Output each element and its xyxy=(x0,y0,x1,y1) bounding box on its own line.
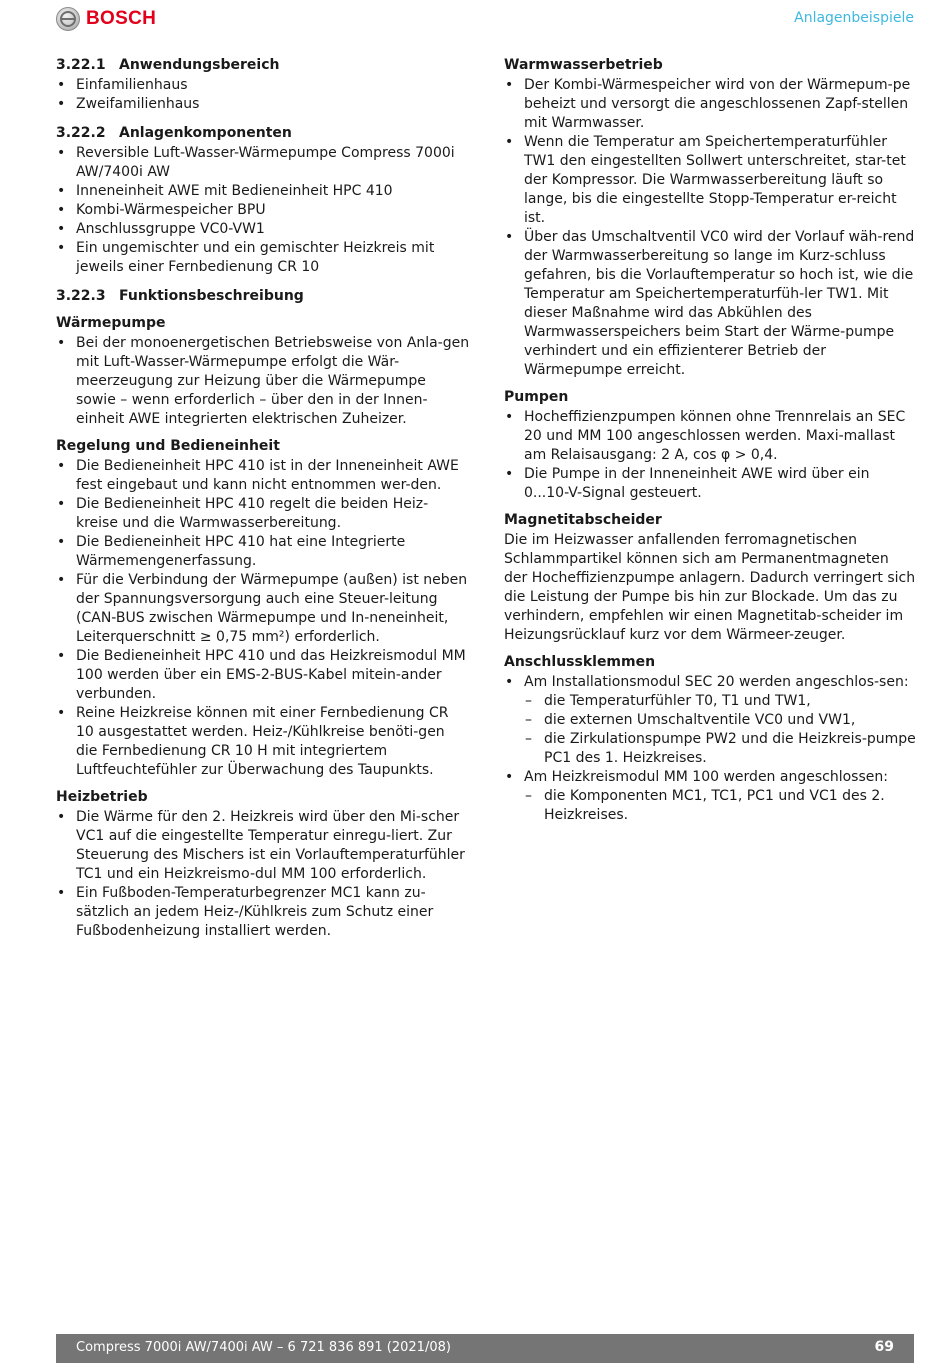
heading-heizbetrieb: Heizbetrieb xyxy=(56,789,148,805)
list-anwendungsbereich xyxy=(56,76,470,114)
heading-anschlussklemmen: Anschlussklemmen xyxy=(504,654,656,670)
right-column xyxy=(504,56,916,825)
page-footer xyxy=(56,1334,914,1363)
list-item: • Ein Fußboden-Temperaturbegrenzer MC1 kann zu-sätzlich an jedem Heiz-/Kühlkreis zum Schutz einer Fußbodenheizung installiert werden. xyxy=(56,884,470,941)
list-item: • Am Installationsmodul SEC 20 werden angeschlos-sen: – die Temperaturfühler T0, T1 und TW1, – die externen Umschaltventile VC0 und VW1, – die Zirkulationspumpe PW2 und die Heizkreis-pumpe PC1 des 1. Heizkreises. xyxy=(504,673,916,768)
brand-name: BOSCH xyxy=(86,8,157,29)
sublist-item: – die externen Umschaltventile VC0 und VW1, xyxy=(524,711,916,730)
list-item: • Der Kombi-Wärmespeicher wird von der Wärmepum-pe beheizt und versorgt die angeschlossenen Zapf-stellen mit Warmwasser. xyxy=(504,76,916,133)
sublist-item: – die Temperaturfühler T0, T1 und TW1, xyxy=(524,692,916,711)
list-regelung xyxy=(56,457,470,780)
list-item: • Die Bedieneinheit HPC 410 regelt die beiden Heiz-kreise und die Warmwasserbereitung. xyxy=(56,495,470,533)
heading-funktionsbeschreibung: 3.22.3 Funktionsbeschreibung xyxy=(56,288,304,304)
list-item: • Einfamilienhaus xyxy=(56,76,470,95)
list-item: • Bei der monoenergetischen Betriebsweise von Anla-gen mit Luft-Wasser-Wärmepumpe erfolgt die Wär-meerzeugung zur Heizung über die Wärmepumpe sowie – wenn erforderlich – über den in der Innen-einheit AWE integrierten elektrischen Zuheizer. xyxy=(56,334,470,429)
heading-pumpen: Pumpen xyxy=(504,389,569,405)
page-number: 69 xyxy=(874,1339,894,1355)
left-column xyxy=(56,56,470,941)
sublist-mm100 xyxy=(524,787,916,825)
list-item: • Für die Verbindung der Wärmepumpe (außen) ist neben der Spannungsversorgung auch eine Steuer-leitung (CAN-BUS zwischen Wärmepumpe und In-neneinheit, Leiterquerschnitt ≥ 0,75 mm²) erforderlich. xyxy=(56,571,470,647)
list-item: • Anschlussgruppe VC0-VW1 xyxy=(56,220,470,239)
list-item: • Die Wärme für den 2. Heizkreis wird über den Mi-scher VC1 auf die eingestellte Temperatur einregu-liert. Zur Steuerung des Mischers ist ein Vorlauftemperaturfühler TC1 und ein Heizkreismo-dul MM 100 erforderlich. xyxy=(56,808,470,884)
footer-document-info: Compress 7000i AW/7400i AW – 6 721 836 891 (2021/08) xyxy=(76,1340,451,1355)
heading-anwendungsbereich: 3.22.1 Anwendungsbereich xyxy=(56,57,280,73)
list-item: • Die Bedieneinheit HPC 410 ist in der Inneneinheit AWE fest eingebaut und kann nicht entnommen wer-den. xyxy=(56,457,470,495)
sublist-item: – die Zirkulationspumpe PW2 und die Heizkreis-pumpe PC1 des 1. Heizkreises. xyxy=(524,730,916,768)
list-item: • Am Heizkreismodul MM 100 werden angeschlossen: – die Komponenten MC1, TC1, PC1 und VC1 des 2. Heizkreises. xyxy=(504,768,916,825)
bosch-armature-icon xyxy=(56,7,80,31)
heading-magnetitabscheider: Magnetitabscheider xyxy=(504,512,662,528)
section-title: Anlagenbeispiele xyxy=(794,10,914,26)
list-item: • Die Pumpe in der Inneneinheit AWE wird über ein 0...10-V-Signal gesteuert. xyxy=(504,465,916,503)
heading-anlagenkomponenten: 3.22.2 Anlagenkomponenten xyxy=(56,125,292,141)
list-anschlussklemmen xyxy=(504,673,916,825)
page-header xyxy=(0,0,950,40)
list-item: • Ein ungemischter und ein gemischter Heizkreis mit jeweils einer Fernbedienung CR 10 xyxy=(56,239,470,277)
list-item: • Die Bedieneinheit HPC 410 und das Heizkreismodul MM 100 werden über ein EMS-2-BUS-Kabel mitein-ander verbunden. xyxy=(56,647,470,704)
list-waermepumpe xyxy=(56,334,470,429)
paragraph-magnetitabscheider: Die im Heizwasser anfallenden ferromagnetischen Schlammpartikel können sich am Permanentmagneten der Hocheffizienzpumpe anlagern. Dadurch verringert sich die Leistung der Pumpe bis hin zur Blockade. Um das zu verhindern, empfehlen wir einen Magnetitab-scheider im Heizungsrücklauf kurz vor dem Wärmeer-zeuger. xyxy=(504,532,916,643)
list-heizbetrieb xyxy=(56,808,470,941)
list-item: • Inneneinheit AWE mit Bedieneinheit HPC 410 xyxy=(56,182,470,201)
list-pumpen xyxy=(504,408,916,503)
list-item: • Zweifamilienhaus xyxy=(56,95,470,114)
list-item: • Reversible Luft-Wasser-Wärmepumpe Compress 7000i AW/7400i AW xyxy=(56,144,470,182)
list-item: • Kombi-Wärmespeicher BPU xyxy=(56,201,470,220)
list-item: • Reine Heizkreise können mit einer Fernbedienung CR 10 ausgestattet werden. Heiz-/Kühlkreise benöti-gen die Fernbedienung CR 10 H mit integriertem Luftfeuchtefühler zur Überwachung des Taupunkts. xyxy=(56,704,470,780)
list-item: • Über das Umschaltventil VC0 wird der Vorlauf wäh-rend der Warmwasserbereitung so lange im Kurz-schluss gefahren, bis die Vorlauftemperatur so hoch ist, wie die Temperatur am Speichertemperaturfüh-ler TW1. Mit dieser Maßnahme wird das Abkühlen des Warmwasserspeichers beim Start der Wärme-pumpe verhindert und ein effizienterer Betrieb der Wärmepumpe erreicht. xyxy=(504,228,916,380)
list-warmwasserbetrieb xyxy=(504,76,916,380)
list-item: • Die Bedieneinheit HPC 410 hat eine Integrierte Wärmemengenerfassung. xyxy=(56,533,470,571)
heading-waermepumpe: Wärmepumpe xyxy=(56,315,166,331)
list-item: • Hocheffizienzpumpen können ohne Trennrelais an SEC 20 und MM 100 angeschlossen werden. Maxi-mallast am Relaisausgang: 2 A, cos φ > 0,4. xyxy=(504,408,916,465)
sublist-item: – die Komponenten MC1, TC1, PC1 und VC1 des 2. Heizkreises. xyxy=(524,787,916,825)
heading-regelung: Regelung und Bedieneinheit xyxy=(56,438,280,454)
bosch-logo xyxy=(56,7,156,31)
sublist-sec20 xyxy=(524,692,916,768)
list-anlagenkomponenten xyxy=(56,144,470,277)
heading-warmwasserbetrieb: Warmwasserbetrieb xyxy=(504,57,663,73)
list-item: • Wenn die Temperatur am Speichertemperaturfühler TW1 den eingestellten Sollwert unterschreitet, star-tet der Kompressor. Die Warmwasserbereitung läuft so lange, bis die eingestellte Stopp-Temperatur er-reicht ist. xyxy=(504,133,916,228)
